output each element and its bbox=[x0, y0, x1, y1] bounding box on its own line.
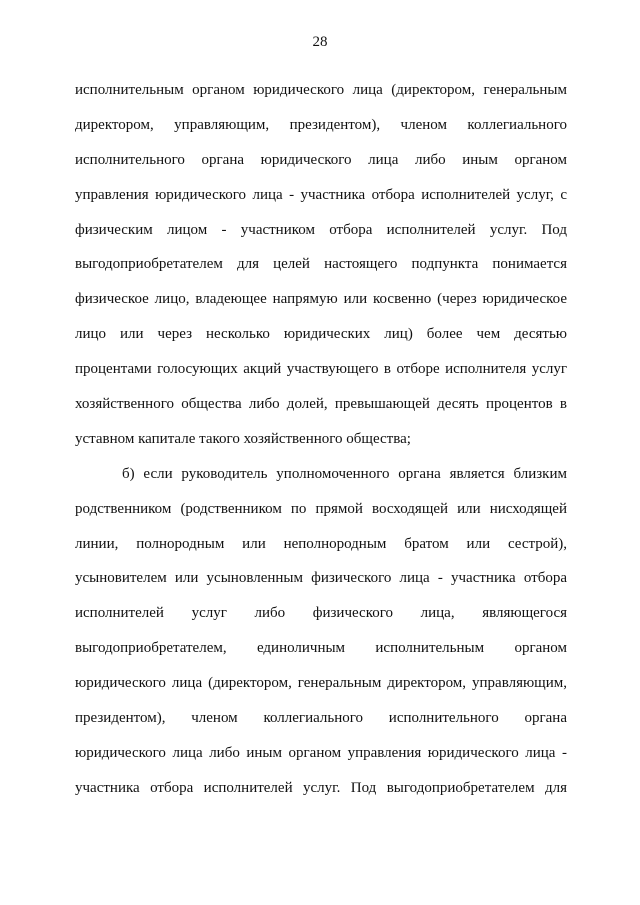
text-line: хозяйственного общества либо долей, превышающей десять процентов в bbox=[75, 396, 567, 413]
page-number: 28 bbox=[312, 34, 328, 50]
text-line: лицо или через несколько юридических лиц) более чем десятью bbox=[75, 326, 567, 343]
text-line: процентами голосующих акций участвующего в отборе исполнителя услуг bbox=[75, 361, 567, 378]
text-line: родственником (родственником по прямой восходящей или нисходящей bbox=[75, 500, 567, 517]
text-line: участника отбора исполнителей услуг. Под выгодоприобретателем для bbox=[75, 779, 567, 796]
paragraph-first-line: б) если руководитель уполномоченного органа является близким bbox=[122, 465, 567, 482]
document-body bbox=[75, 73, 567, 806]
text-line: исполнительным органом юридического лица (директором, генеральным bbox=[75, 82, 567, 98]
text-line: директором, управляющим, президентом), членом коллегиального bbox=[75, 116, 567, 133]
text-line: уставном капитале такого хозяйственного общества; bbox=[75, 430, 411, 447]
text-line: выгодоприобретателем для целей настоящего подпункта понимается bbox=[75, 256, 567, 273]
text-line: физическое лицо, владеющее напрямую или косвенно (через юридическое bbox=[75, 291, 567, 308]
text-line: управления юридического лица - участника отбора исполнителей услуг, с bbox=[75, 186, 567, 203]
text-line: юридического лица (директором, генеральным директором, управляющим, bbox=[75, 675, 567, 692]
text-line: президентом), членом коллегиального исполнительного органа bbox=[75, 710, 567, 727]
text-line: юридического лица либо иным органом управления юридического лица - bbox=[75, 744, 567, 761]
text-line: физическим лицом - участником отбора исполнителей услуг. Под bbox=[75, 221, 567, 238]
text-line: исполнительного органа юридического лица либо иным органом bbox=[75, 151, 567, 168]
text-line: выгодоприобретателем, единоличным исполнительным органом bbox=[75, 640, 567, 657]
text-line: исполнителей услуг либо физического лица, являющегося bbox=[75, 605, 567, 622]
text-line: усыновителем или усыновленным физического лица - участника отбора bbox=[75, 570, 567, 587]
text-line: линии, полнородным или неполнородным братом или сестрой), bbox=[75, 535, 567, 552]
